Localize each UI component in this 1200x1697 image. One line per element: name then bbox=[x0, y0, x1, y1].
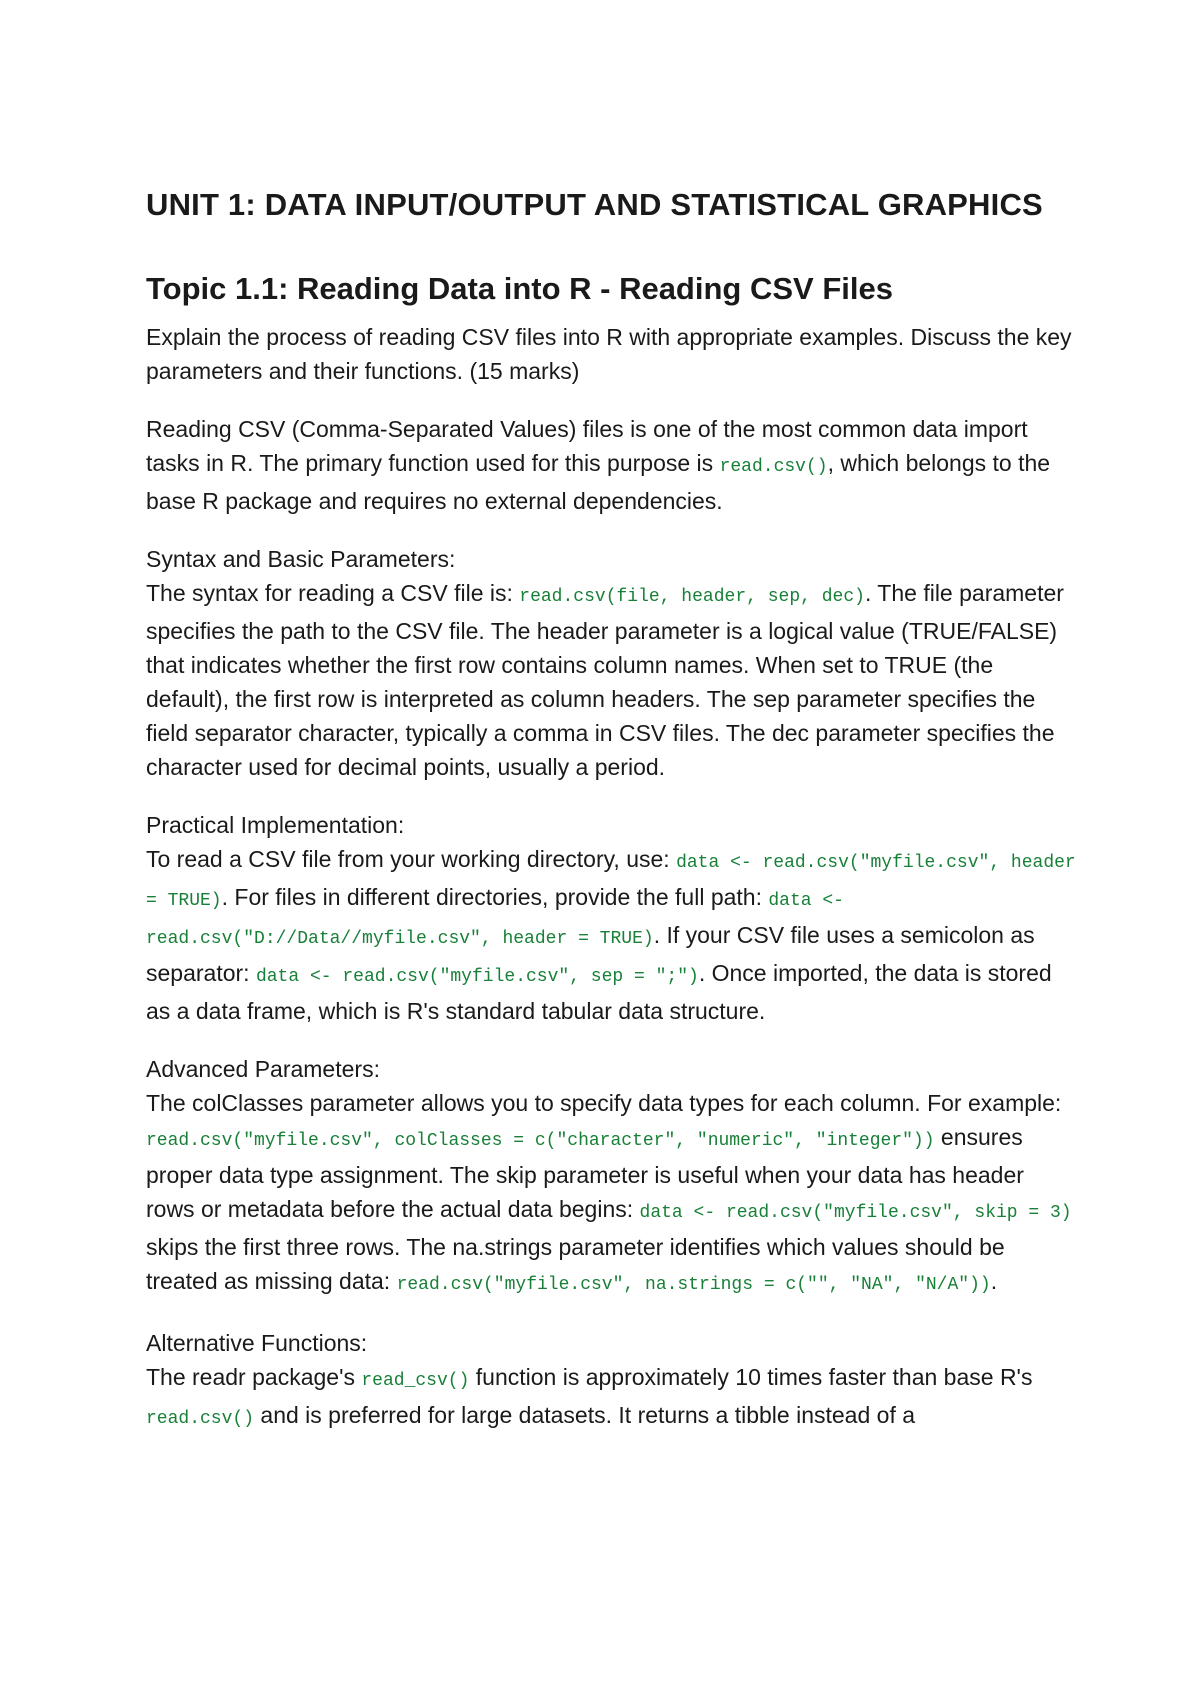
practical-text-3: . If your CSV file uses a semicolon as separator: bbox=[146, 922, 1035, 986]
syntax-text-2: . The file parameter specifies the path to the CSV file. The header parameter is a logical value (TRUE/FALSE) that indicates whether the first row contains column names. When set to TRUE (the default), the first row is interpreted as column headers. The sep parameter specifies the field separator character, typically a comma in CSV files. The dec parameter specifies the character used for decimal points, usually a period. bbox=[146, 580, 1064, 780]
advanced-text-3: skips the first three rows. The na.strings parameter identifies which values should be treated as missing data: bbox=[146, 1234, 1005, 1294]
advanced-code-3: read.csv("myfile.csv", na.strings = c("", "NA", "N/A")) bbox=[396, 1275, 991, 1295]
topic-title: Topic 1.1: Reading Data into R - Reading CSV Files bbox=[146, 271, 893, 306]
intro-text-1: Reading CSV (Comma-Separated Values) files is one of the most common data import tasks in R. The primary function used for this purpose is bbox=[146, 416, 1028, 476]
practical-paragraph bbox=[146, 842, 1076, 1028]
practical-heading: Practical Implementation: bbox=[146, 812, 405, 838]
alternative-paragraph bbox=[146, 1360, 1076, 1436]
advanced-code-1: read.csv("myfile.csv", colClasses = c("character", "numeric", "integer")) bbox=[146, 1131, 935, 1151]
practical-text-2: . For files in different directories, provide the full path: bbox=[221, 884, 769, 910]
document-page bbox=[146, 182, 1076, 1460]
question-text: Explain the process of reading CSV files into R with appropriate examples. Discuss the key parameters and their functions. (15 marks) bbox=[146, 324, 1072, 384]
advanced-code-2: data <- read.csv("myfile.csv", skip = 3) bbox=[639, 1203, 1072, 1223]
alternative-code-1: read_csv() bbox=[361, 1371, 470, 1391]
syntax-text-1: The syntax for reading a CSV file is: bbox=[146, 580, 520, 606]
intro-paragraph bbox=[146, 412, 1076, 518]
alternative-text-1: The readr package's bbox=[146, 1364, 362, 1390]
intro-text-2: , which belongs to the base R package and requires no external dependencies. bbox=[146, 450, 1051, 514]
practical-text-4: . Once imported, the data is stored as a data frame, which is R's standard tabular data structure. bbox=[146, 960, 1052, 1024]
syntax-code: read.csv(file, header, sep, dec) bbox=[519, 587, 865, 607]
advanced-paragraph bbox=[146, 1086, 1076, 1302]
intro-code-read-csv: read.csv() bbox=[719, 457, 828, 477]
alternative-heading: Alternative Functions: bbox=[146, 1330, 368, 1356]
advanced-text-4: . bbox=[990, 1268, 998, 1294]
syntax-paragraph bbox=[146, 576, 1076, 784]
practical-code-2: data <- read.csv("D://Data//myfile.csv", header = TRUE) bbox=[146, 891, 844, 949]
advanced-section bbox=[146, 1052, 1076, 1302]
alternative-text-2: function is approximately 10 times faster than base R's bbox=[469, 1364, 1033, 1390]
practical-section bbox=[146, 808, 1076, 1028]
practical-code-1: data <- read.csv("myfile.csv", header = TRUE) bbox=[146, 853, 1076, 911]
syntax-section bbox=[146, 542, 1076, 784]
advanced-heading: Advanced Parameters: bbox=[146, 1056, 380, 1082]
practical-text-1: To read a CSV file from your working directory, use: bbox=[146, 846, 677, 872]
alternative-section bbox=[146, 1326, 1076, 1436]
syntax-heading: Syntax and Basic Parameters: bbox=[146, 546, 456, 572]
practical-code-3: data <- read.csv("myfile.csv", sep = ";") bbox=[255, 967, 699, 987]
alternative-code-2: read.csv() bbox=[146, 1409, 255, 1429]
advanced-text-2: ensures proper data type assignment. The skip parameter is useful when your data has header rows or metadata before the actual data begins: bbox=[146, 1124, 1024, 1222]
advanced-text-1: The colClasses parameter allows you to specify data types for each column. For example: bbox=[146, 1090, 1062, 1116]
unit-title: UNIT 1: DATA INPUT/OUTPUT AND STATISTICAL GRAPHICS bbox=[146, 187, 1043, 222]
alternative-text-3: and is preferred for large datasets. It returns a tibble instead of a bbox=[254, 1402, 916, 1428]
